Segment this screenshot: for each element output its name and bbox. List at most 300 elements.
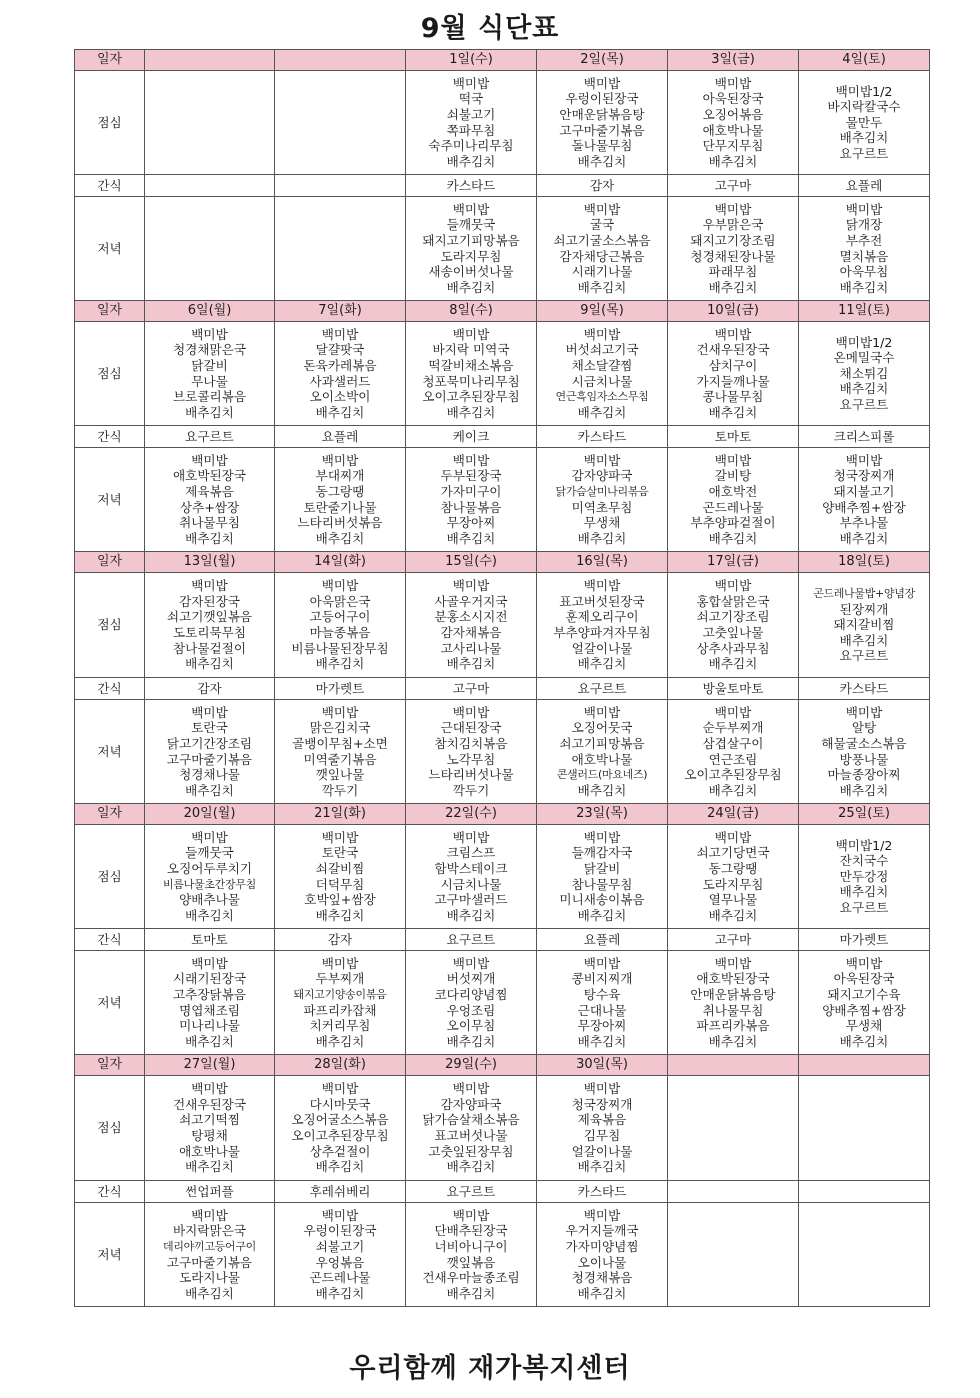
dinner-row <box>75 448 930 552</box>
lunch-cell <box>406 322 537 426</box>
menu-item: 상추겉절이 <box>309 1143 371 1159</box>
row-label-dinner: 저녁 <box>75 951 145 1055</box>
menu-item: 김무침 <box>583 1128 621 1143</box>
row-label-dinner: 저녁 <box>75 1203 145 1307</box>
snack-cell: 요구르트 <box>406 1181 537 1203</box>
date-cell: 7일(화) <box>275 301 406 322</box>
snack-cell: 후레쉬베리 <box>275 1181 406 1203</box>
menu-item: 동그랑땡 <box>708 860 758 876</box>
date-header-row <box>75 804 930 825</box>
menu-item: 백미밥 <box>452 452 490 468</box>
menu-item: 우거지들깨국 <box>565 1223 639 1239</box>
lunch-cell <box>275 573 406 678</box>
snack-cell: 요플레 <box>275 426 406 448</box>
dinner-cell <box>668 197 799 301</box>
snack-cell <box>145 175 275 197</box>
menu-item: 골뱅이무침+소면 <box>292 735 388 751</box>
menu-item: 요구르트 <box>839 145 889 161</box>
menu-item: 양배추나물 <box>179 892 240 908</box>
menu-item: 백미밥 <box>714 75 752 91</box>
menu-item: 아욱된장국 <box>702 91 764 107</box>
menu-item: 고구마줄기볶음 <box>166 751 253 767</box>
date-cell: 2일(목) <box>537 50 668 71</box>
menu-item: 명엽채조림 <box>179 1002 240 1018</box>
menu-item: 오징어뭇국 <box>571 720 633 736</box>
menu-item: 백미밥 <box>714 578 752 594</box>
menu-item: 백미밥 <box>321 829 359 845</box>
menu-item: 청경채볶음 <box>571 1270 633 1286</box>
menu-item: 들깨뭇국 <box>185 845 234 861</box>
page-title: 9월 식단표 <box>420 13 560 44</box>
menu-item: 백미밥 <box>845 452 883 468</box>
lunch-row <box>75 825 930 929</box>
lunch-cell <box>537 1076 668 1181</box>
menu-item: 배추김치 <box>577 530 627 546</box>
menu-item: 제육볶음 <box>185 483 234 499</box>
row-label-dinner: 저녁 <box>75 197 145 301</box>
menu-item: 배추김치 <box>315 1159 365 1175</box>
menu-item: 백미밥 <box>583 829 621 845</box>
menu-item: 우렁이된장국 <box>303 1223 377 1239</box>
menu-item: 배추김치 <box>708 279 758 295</box>
menu-item: 백미밥 <box>583 955 621 971</box>
snack-cell: 케이크 <box>406 426 537 448</box>
dinner-cell <box>406 448 537 552</box>
menu-item: 시래기된장국 <box>173 971 246 987</box>
snack-cell: 카스타드 <box>406 175 537 197</box>
menu-item: 배추김치 <box>577 782 627 798</box>
menu-item: 부추양파겉절이 <box>690 515 776 531</box>
menu-item: 쇠고기장조림 <box>696 609 770 625</box>
menu-item: 배추김치 <box>185 782 234 798</box>
snack-cell: 요플레 <box>799 175 930 197</box>
lunch-cell <box>275 71 406 175</box>
menu-item: 백미밥 <box>321 452 359 468</box>
dinner-cell <box>668 700 799 804</box>
menu-item: 애호박나물 <box>571 751 633 767</box>
menu-item: 백미밥 <box>321 704 359 720</box>
snack-cell: 방울토마토 <box>668 678 799 700</box>
menu-item: 단무지무침 <box>702 138 764 154</box>
menu-item: 백미밥 <box>714 829 752 845</box>
menu-item: 사과샐러드 <box>309 373 371 389</box>
menu-item: 느타리버섯볶음 <box>297 515 383 531</box>
lunch-cell <box>668 825 799 929</box>
dinner-cell <box>275 951 406 1055</box>
date-cell: 14일(화) <box>275 552 406 573</box>
menu-item: 미역초무침 <box>571 499 633 515</box>
lunch-cell <box>406 71 537 175</box>
menu-item: 배추김치 <box>577 1285 627 1301</box>
menu-item: 바지락칼국수 <box>827 99 901 115</box>
menu-item: 양배추찜+쌈장 <box>822 1002 906 1018</box>
menu-item: 백미밥 <box>452 326 490 342</box>
menu-item: 백미밥 <box>714 326 752 342</box>
menu-item: 배추김치 <box>577 1033 627 1049</box>
menu-item: 돼지불고기 <box>833 483 895 499</box>
menu-item: 백미밥 <box>321 1207 359 1223</box>
dinner-row <box>75 197 930 301</box>
menu-item: 부추전 <box>845 232 883 248</box>
menu-item: 백미밥 <box>583 1207 621 1223</box>
snack-row <box>75 678 930 700</box>
lunch-row <box>75 573 930 678</box>
menu-item: 건새우마늘종조림 <box>422 1270 520 1286</box>
date-cell <box>145 50 275 71</box>
date-cell: 4일(토) <box>799 50 930 71</box>
menu-item: 다시마뭇국 <box>309 1096 371 1112</box>
menu-item: 도라지무침 <box>702 876 764 892</box>
menu-item: 백미밥1/2 <box>835 83 893 99</box>
menu-item: 백미밥 <box>191 829 228 845</box>
menu-item: 배추김치 <box>577 656 627 672</box>
menu-item: 배추김치 <box>446 1285 496 1301</box>
menu-item: 배추김치 <box>315 1033 365 1049</box>
menu-item: 돼지고기피망볶음 <box>422 232 520 248</box>
snack-cell: 감자 <box>145 678 275 700</box>
lunch-cell <box>668 573 799 678</box>
menu-item: 백미밥1/2 <box>835 334 893 350</box>
dinner-cell <box>406 197 537 301</box>
menu-item: 백미밥 <box>452 704 490 720</box>
menu-item: 들깨뭇국 <box>446 217 496 233</box>
menu-item: 만두강정 <box>839 868 889 884</box>
snack-cell: 토마토 <box>145 929 275 951</box>
dinner-cell <box>668 951 799 1055</box>
menu-item: 배추김치 <box>839 884 889 900</box>
menu-item: 애호박된장국 <box>173 468 246 484</box>
menu-item: 깍두기 <box>321 782 359 798</box>
row-label-snack: 간식 <box>75 175 145 197</box>
menu-item: 백미밥 <box>714 201 752 217</box>
date-cell: 30일(목) <box>537 1055 668 1076</box>
menu-item: 배추김치 <box>315 907 365 923</box>
menu-item: 감자양파국 <box>440 1096 502 1112</box>
menu-item: 표고버섯된장국 <box>559 593 645 609</box>
menu-item: 쇠불고기 <box>446 106 496 122</box>
menu-item: 가자미양념찜 <box>565 1238 639 1254</box>
menu-item: 백미밥 <box>452 75 490 91</box>
menu-table <box>74 49 930 1307</box>
snack-cell: 요플레 <box>537 929 668 951</box>
date-cell: 22일(수) <box>406 804 537 825</box>
snack-cell: 카스타드 <box>537 426 668 448</box>
snack-cell: 감자 <box>275 929 406 951</box>
dinner-cell <box>668 448 799 552</box>
date-header-row <box>75 50 930 71</box>
menu-item: 백미밥 <box>191 1081 228 1097</box>
menu-item: 요구르트 <box>839 396 889 412</box>
dinner-cell <box>275 448 406 552</box>
menu-item: 콘샐러드(마요네즈) <box>556 768 648 782</box>
menu-item: 방풍나물 <box>839 751 889 767</box>
date-cell <box>275 50 406 71</box>
menu-item: 무생채 <box>845 1018 883 1034</box>
date-cell: 15일(수) <box>406 552 537 573</box>
menu-item: 채소달걀찜 <box>571 357 633 373</box>
menu-item: 아욱무침 <box>839 264 889 280</box>
menu-item: 배추김치 <box>446 404 496 420</box>
row-label-lunch: 점심 <box>75 1076 145 1181</box>
dinner-cell <box>275 700 406 804</box>
menu-item: 시금치나물 <box>440 876 502 892</box>
date-cell: 20일(월) <box>145 804 275 825</box>
menu-item: 돈육카레볶음 <box>303 357 377 373</box>
menu-item: 백미밥 <box>583 326 621 342</box>
menu-item: 데리야끼고등어구이 <box>163 1239 256 1253</box>
snack-cell: 카스타드 <box>537 1181 668 1203</box>
menu-item: 백미밥 <box>452 829 490 845</box>
snack-row <box>75 426 930 448</box>
menu-item: 닭갈비 <box>583 860 621 876</box>
menu-item: 청포묵미나리무침 <box>422 373 520 389</box>
menu-item: 오이고추된장무침 <box>291 1128 389 1143</box>
date-cell: 11일(토) <box>799 301 930 322</box>
menu-item: 백미밥 <box>452 955 490 971</box>
menu-item: 호박잎+쌈장 <box>304 892 376 908</box>
dinner-cell <box>537 1203 668 1307</box>
menu-item: 배추김치 <box>839 530 889 546</box>
menu-item: 쇠고기깻잎볶음 <box>166 609 253 625</box>
menu-item: 백미밥 <box>714 955 752 971</box>
menu-item: 배추김치 <box>446 907 496 923</box>
menu-item: 배추김치 <box>708 153 758 169</box>
menu-item: 백미밥 <box>321 578 359 594</box>
snack-row <box>75 1181 930 1203</box>
menu-item: 너비아니구이 <box>434 1238 508 1254</box>
dinner-cell <box>799 197 930 301</box>
menu-item: 미니새송이볶음 <box>559 892 645 908</box>
menu-item: 비름나물된장무침 <box>291 640 389 656</box>
menu-item: 얼갈이나물 <box>571 640 633 656</box>
snack-cell <box>799 1181 930 1203</box>
menu-item: 된장찌개 <box>839 601 889 617</box>
dinner-cell <box>145 448 275 552</box>
menu-item: 숙주미나리무침 <box>428 138 514 154</box>
menu-item: 얼갈이나물 <box>571 1143 633 1159</box>
menu-item: 백미밥 <box>191 578 228 594</box>
menu-item: 고구마줄기볶음 <box>559 122 645 138</box>
menu-item: 토란국 <box>191 720 228 736</box>
menu-item: 고춧잎나물 <box>702 625 764 640</box>
menu-item: 버섯찌개 <box>446 971 496 987</box>
menu-item: 가자미구이 <box>440 483 502 499</box>
menu-item: 함박스테이크 <box>434 860 508 876</box>
dinner-cell <box>406 700 537 804</box>
menu-item: 온메밀국수 <box>833 350 895 366</box>
menu-item: 청국장찌개 <box>571 1096 633 1112</box>
menu-item: 청경채맑은국 <box>173 342 246 358</box>
menu-item: 채소튀김 <box>839 365 889 381</box>
lunch-cell <box>145 573 275 678</box>
dinner-cell <box>145 1203 275 1307</box>
lunch-cell <box>145 322 275 426</box>
menu-item: 잔치국수 <box>839 853 889 869</box>
dinner-cell <box>799 700 930 804</box>
menu-item: 미역줄기볶음 <box>303 751 377 767</box>
menu-item: 브로콜리볶음 <box>173 389 246 405</box>
menu-item: 바지락 미역국 <box>432 342 510 358</box>
menu-item: 삼겹살구이 <box>702 735 764 751</box>
menu-item: 참나물볶음 <box>440 499 502 515</box>
menu-item: 애호박전 <box>708 483 758 499</box>
menu-item: 닭개장 <box>845 217 883 233</box>
menu-item: 바지락맑은국 <box>173 1223 246 1239</box>
menu-item: 알탕 <box>851 720 877 736</box>
row-label-date: 일자 <box>75 1055 145 1076</box>
menu-item: 무장아찌 <box>577 1018 627 1034</box>
menu-item: 시금치나물 <box>571 373 633 389</box>
menu-item: 삼치구이 <box>708 357 758 373</box>
dinner-cell <box>668 1203 799 1307</box>
lunch-cell <box>145 825 275 929</box>
menu-item: 고춧잎된장무침 <box>428 1143 514 1159</box>
date-header-row <box>75 301 930 322</box>
date-cell: 9일(목) <box>537 301 668 322</box>
menu-item: 건새우된장국 <box>696 342 770 358</box>
menu-item: 갈비탕 <box>714 468 752 484</box>
lunch-cell <box>145 71 275 175</box>
menu-item: 배추김치 <box>708 530 758 546</box>
snack-cell: 썬업퍼플 <box>145 1181 275 1203</box>
date-cell: 28일(화) <box>275 1055 406 1076</box>
menu-item: 무생채 <box>583 515 621 531</box>
menu-item: 배추김치 <box>708 404 758 420</box>
menu-item: 백미밥 <box>191 1207 228 1223</box>
menu-item: 배추김치 <box>446 530 496 546</box>
menu-item: 오이고추된장무침 <box>422 389 520 405</box>
menu-item: 달걀팟국 <box>315 342 365 358</box>
menu-item: 닭갈비 <box>191 357 228 373</box>
date-header-row <box>75 1055 930 1076</box>
snack-row <box>75 175 930 197</box>
menu-item: 오징어굴소스볶음 <box>291 1112 389 1128</box>
snack-cell: 고구마 <box>406 678 537 700</box>
menu-item: 배추김치 <box>839 130 889 146</box>
row-label-dinner: 저녁 <box>75 700 145 804</box>
menu-item: 오이소박이 <box>309 389 371 405</box>
lunch-cell <box>275 322 406 426</box>
menu-item: 치커리무침 <box>309 1018 371 1034</box>
menu-item: 쇠불고기 <box>315 1238 365 1254</box>
menu-item: 고구마줄기볶음 <box>166 1254 253 1270</box>
menu-item: 백미밥 <box>191 452 228 468</box>
menu-item: 배추김치 <box>315 404 365 420</box>
row-label-snack: 간식 <box>75 929 145 951</box>
menu-item: 돼지고기양송이볶음 <box>293 987 387 1001</box>
menu-item: 닭가슴살미나리볶음 <box>555 484 649 498</box>
footer-title: 우리함께 재가복지센터 <box>349 1353 631 1384</box>
menu-item: 백미밥 <box>583 1081 621 1097</box>
menu-item: 들깨감자국 <box>571 845 633 861</box>
lunch-row <box>75 322 930 426</box>
menu-item: 백미밥 <box>191 326 228 342</box>
menu-item: 두부찌개 <box>315 971 365 987</box>
row-label-lunch: 점심 <box>75 825 145 929</box>
date-cell: 10일(금) <box>668 301 799 322</box>
row-label-dinner: 저녁 <box>75 448 145 552</box>
menu-item: 백미밥 <box>321 955 359 971</box>
lunch-cell <box>537 322 668 426</box>
menu-item: 애호박나물 <box>179 1143 240 1159</box>
menu-item: 해물굴소스볶음 <box>821 735 907 751</box>
menu-item: 고사리나물 <box>440 640 502 656</box>
menu-item: 사골우거지국 <box>434 593 508 609</box>
menu-item: 쇠고기피망볶음 <box>559 735 645 751</box>
snack-row <box>75 929 930 951</box>
menu-item: 백미밥 <box>845 955 883 971</box>
menu-item: 취나물무침 <box>179 515 240 531</box>
dinner-cell <box>537 951 668 1055</box>
menu-item: 감자채당근볶음 <box>559 248 645 264</box>
menu-item: 오징어두루치기 <box>166 860 253 876</box>
menu-item: 시래기나물 <box>571 264 633 280</box>
menu-item: 배추김치 <box>446 1159 496 1175</box>
date-cell: 27일(월) <box>145 1055 275 1076</box>
menu-item: 동그랑땡 <box>315 483 365 499</box>
lunch-cell <box>537 71 668 175</box>
menu-item: 배추김치 <box>185 1033 234 1049</box>
date-cell: 21일(화) <box>275 804 406 825</box>
dinner-cell <box>799 448 930 552</box>
snack-cell: 마가렛트 <box>275 678 406 700</box>
menu-item: 부추나물 <box>839 515 889 531</box>
dinner-cell <box>145 700 275 804</box>
menu-item: 배추김치 <box>185 1159 234 1175</box>
menu-item: 훈제오리구이 <box>565 609 639 625</box>
menu-item: 상추+쌈장 <box>179 499 240 515</box>
snack-cell: 요구르트 <box>406 929 537 951</box>
menu-item: 돼지고기장조림 <box>690 232 776 248</box>
menu-item: 버섯쇠고기국 <box>565 342 639 358</box>
menu-item: 건새우된장국 <box>173 1096 246 1112</box>
menu-item: 쇠고기떡찜 <box>179 1112 240 1128</box>
menu-item: 참나물겉절이 <box>173 640 246 656</box>
dinner-row <box>75 1203 930 1307</box>
snack-cell: 고구마 <box>668 175 799 197</box>
menu-item: 도라지무침 <box>440 248 502 264</box>
snack-cell: 크리스피롤 <box>799 426 930 448</box>
menu-item: 취나물무침 <box>702 1002 764 1018</box>
menu-item: 배추김치 <box>315 530 365 546</box>
menu-item: 아욱된장국 <box>833 971 895 987</box>
menu-item: 무장아찌 <box>446 515 496 531</box>
menu-item: 요구르트 <box>839 899 889 915</box>
dinner-cell <box>145 197 275 301</box>
menu-item: 우엉볶음 <box>315 1254 365 1270</box>
menu-item: 쇠갈비찜 <box>315 860 365 876</box>
menu-item: 아욱맑은국 <box>309 593 371 609</box>
menu-item: 배추김치 <box>185 907 234 923</box>
date-cell: 6일(월) <box>145 301 275 322</box>
date-cell: 24일(금) <box>668 804 799 825</box>
menu-item: 곤드레나물 <box>702 499 764 515</box>
menu-item: 우렁이된장국 <box>565 91 639 107</box>
menu-item: 느타리버섯나물 <box>428 767 514 783</box>
menu-item: 배추김치 <box>446 153 496 169</box>
menu-item: 백미밥 <box>452 1081 490 1097</box>
lunch-cell <box>668 71 799 175</box>
row-label-lunch: 점심 <box>75 322 145 426</box>
date-cell: 25일(토) <box>799 804 930 825</box>
menu-item: 떡갈비채소볶음 <box>428 357 514 373</box>
menu-item: 오이나물 <box>577 1254 627 1270</box>
snack-cell: 토마토 <box>668 426 799 448</box>
menu-item: 백미밥 <box>452 1207 490 1223</box>
row-label-snack: 간식 <box>75 426 145 448</box>
menu-item: 비름나물초간장무침 <box>163 877 256 891</box>
dinner-cell <box>406 951 537 1055</box>
